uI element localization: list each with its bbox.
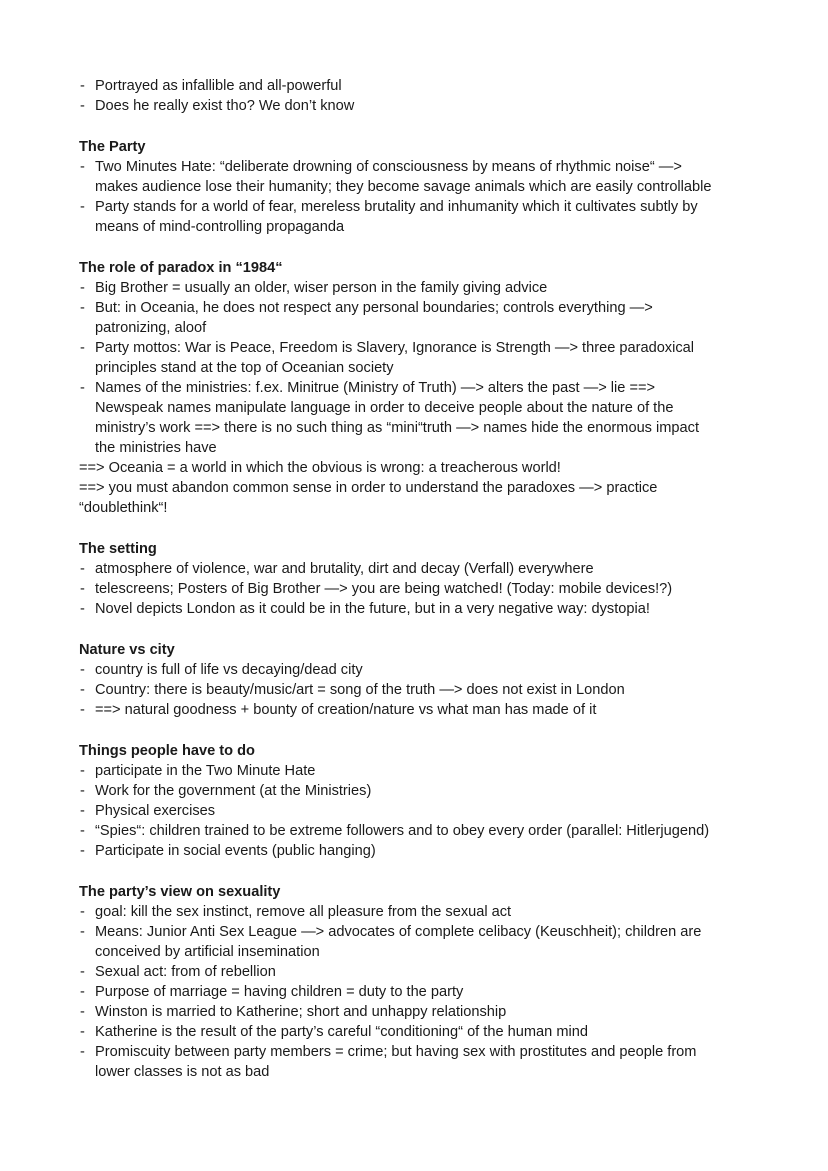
list-item: - goal: kill the sex instinct, remove all pleasure from the sexual act [79,902,755,922]
list-item: - Work for the government (at the Ministries) [79,781,755,801]
list-item: - Big Brother = usually an older, wiser person in the family giving advice [79,278,755,298]
list-item: - Two Minutes Hate: “deliberate drowning of consciousness by means of rhythmic noise“ —> [79,157,755,177]
list-item-continuation: principles stand at the top of Oceanian society [95,360,394,376]
list-item: - Party mottos: War is Peace, Freedom is Slavery, Ignorance is Strength —> three paradoxical [79,338,755,358]
list-item-continuation: conceived by artificial insemination [95,944,320,960]
list-item: - participate in the Two Minute Hate [79,761,755,781]
list-item: - Purpose of marriage = having children = duty to the party [79,982,755,1002]
list-item: - Country: there is beauty/music/art = song of the truth —> does not exist in London [79,680,755,700]
list-item: - Participate in social events (public hanging) [79,841,755,861]
list-item-continuation: the ministries have [95,440,217,456]
list-item: - Katherine is the result of the party’s careful “conditioning“ of the human mind [79,1022,755,1042]
list-item: - Names of the ministries: f.ex. Minitrue (Ministry of Truth) —> alters the past —> lie ==> [79,378,755,398]
list-item: - Portrayed as infallible and all-powerful [79,76,755,96]
list-item: - Sexual act: from of rebellion [79,962,755,982]
list-item: - Party stands for a world of fear, mereless brutality and inhumanity which it cultivates subtly by [79,197,755,217]
list-item-continuation: lower classes is not as bad [95,1064,270,1080]
section-heading-sexuality: The party’s view on sexuality [79,884,281,900]
list-item: - Promiscuity between party members = crime; but having sex with prostitutes and people from [79,1042,755,1062]
list-item: - Novel depicts London as it could be in the future, but in a very negative way: dystopia! [79,599,755,619]
list-item-continuation: patronizing, aloof [95,320,207,336]
list-item: - telescreens; Posters of Big Brother —> you are being watched! (Today: mobile devices!?) [79,579,755,599]
list-item-continuation: makes audience lose their humanity; they become savage animals which are easily controllable [95,179,712,195]
list-item: - “Spies“: children trained to be extreme followers and to obey every order (parallel: Hitlerjugend) [79,821,755,841]
list-item: - Does he really exist tho? We don’t know [79,96,755,116]
list-item: - ==> natural goodness + bounty of creation/nature vs what man has made of it [79,700,755,720]
conclusion-line: ==> Oceania = a world in which the obvious is wrong: a treacherous world! [79,460,561,476]
list-item-continuation: Newspeak names manipulate language in order to deceive people about the nature of the [95,400,674,416]
conclusion-line: ==> you must abandon common sense in order to understand the paradoxes —> practice [79,480,658,496]
list-item: - country is full of life vs decaying/dead city [79,660,755,680]
list-item: - Means: Junior Anti Sex League —> advocates of complete celibacy (Keuschheit); children are [79,922,755,942]
conclusion-line: “doublethink“! [79,500,168,516]
list-item-continuation: means of mind-controlling propaganda [95,219,345,235]
list-item: - Physical exercises [79,801,755,821]
section-heading-nature-vs-city: Nature vs city [79,642,175,658]
list-item: - Winston is married to Katherine; short and unhappy relationship [79,1002,755,1022]
list-item: - But: in Oceania, he does not respect any personal boundaries; controls everything —> [79,298,755,318]
section-heading-setting: The setting [79,541,157,557]
list-item: - atmosphere of violence, war and brutality, dirt and decay (Verfall) everywhere [79,559,755,579]
section-heading-things-to-do: Things people have to do [79,743,255,759]
notes-page [79,76,755,1082]
section-heading-paradox: The role of paradox in “1984“ [79,260,283,276]
list-item-continuation: ministry’s work ==> there is no such thing as “mini“truth —> names hide the enormous impact [95,420,700,436]
section-heading-the-party: The Party [79,139,146,155]
